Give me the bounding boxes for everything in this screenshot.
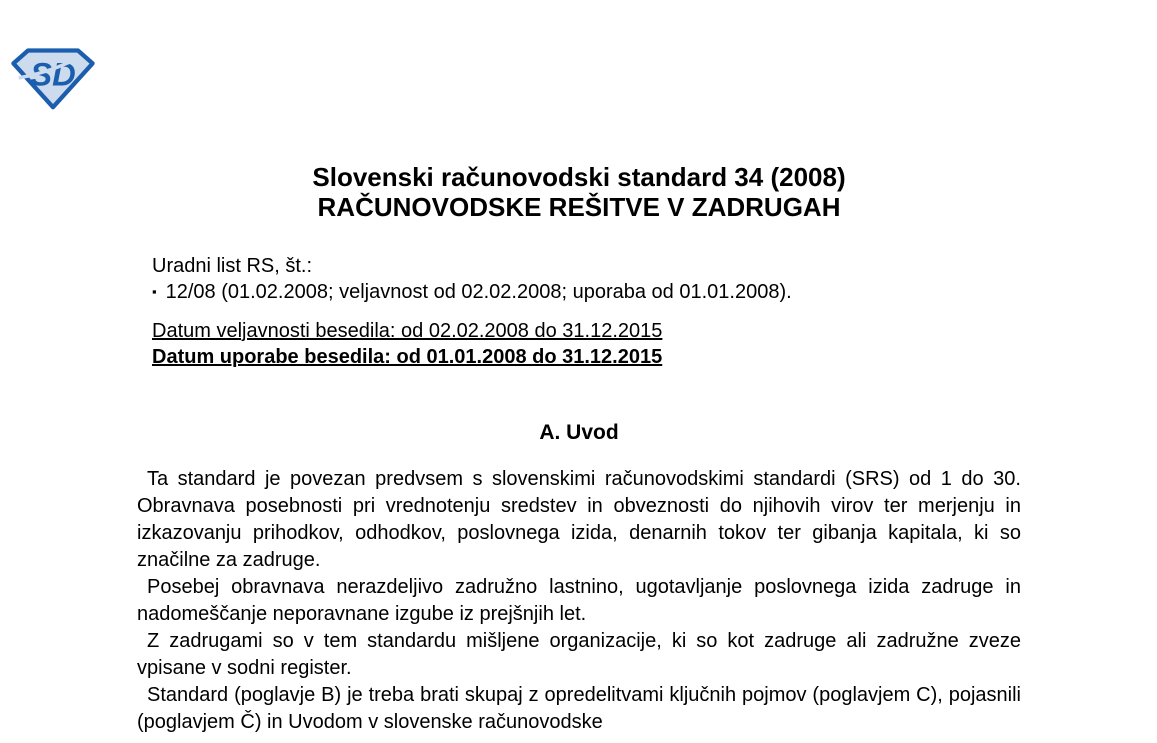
sd-logo-icon xyxy=(10,45,96,111)
title-line-2: RAČUNOVODSKE REŠITVE V ZADRUGAH xyxy=(317,192,841,222)
paragraph-4: Standard (poglavje B) je treba brati skupaj z opredelitvami ključnih pojmov (poglavjem C), pojasnili (poglavjem Č) in Uvodom v slovenske računovodske xyxy=(137,684,1021,733)
section-heading: A. Uvod xyxy=(539,421,619,444)
sd-logo xyxy=(10,45,96,111)
gazette-label: Uradni list RS, št.: xyxy=(152,255,313,277)
paragraph-1: Ta standard je povezan predvsem s slovenskimi računovodskimi standardi (SRS) od 1 do 30. Obravnava posebnosti pri vrednotenju sredstev in obveznosti do njihovih virov ter merjenju in izkazovanju prihodkov, odhodkov, poslovnega izida, denarnih tokov ter gibanja kapitala, ki so značilne za zadruge. xyxy=(137,468,1021,571)
paragraph-2: Posebej obravnava nerazdeljivo zadružno lastnino, ugotavljanje poslovnega izida zadruge in nadomeščanje neporavnane izgube iz prejšnjih let. xyxy=(137,576,1021,625)
body-text xyxy=(137,466,1021,736)
usage-dates: Datum uporabe besedila: od 01.01.2008 do 31.12.2015 xyxy=(152,346,663,368)
gazette-item xyxy=(152,279,792,305)
paragraph-3: Z zadrugami so v tem standardu mišljene organizacije, ki so kot zadruge ali zadružne zveze vpisane v sodni register. xyxy=(137,630,1021,679)
title-line-1: Slovenski računovodski standard 34 (2008) xyxy=(312,162,846,192)
gazette-item-text: 12/08 (01.02.2008; veljavnost od 02.02.2008; uporaba od 01.01.2008). xyxy=(165,281,792,303)
svg-text:SD: SD xyxy=(30,55,76,93)
validity-dates: Datum veljavnosti besedila: od 02.02.2008 do 31.12.2015 xyxy=(152,320,663,342)
bullet-icon: ▪ xyxy=(152,284,157,299)
document-title xyxy=(137,162,1021,222)
gazette-info xyxy=(152,254,792,370)
